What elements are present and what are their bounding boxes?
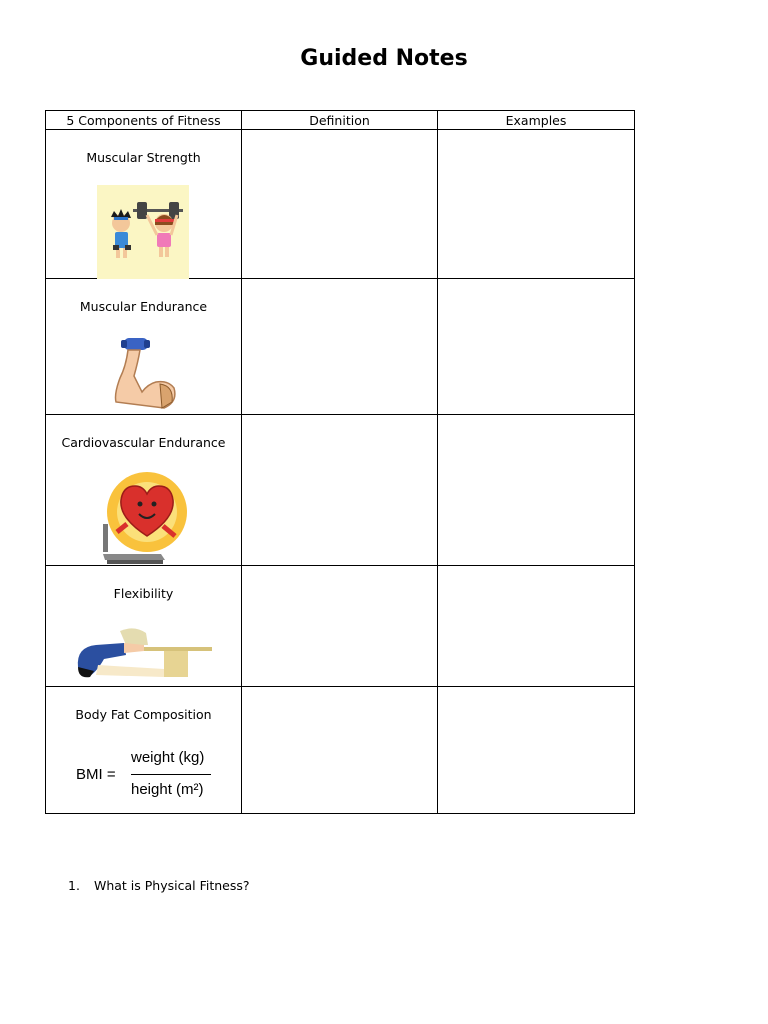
examples-cell[interactable]: [438, 130, 635, 279]
component-name: Muscular Strength: [86, 150, 201, 165]
examples-cell[interactable]: [438, 415, 635, 566]
table-row: [46, 566, 635, 687]
component-cell: [46, 566, 242, 687]
table-header-row: [46, 111, 635, 130]
header-examples: Examples: [438, 111, 635, 130]
weightlifting-kids-icon: [97, 185, 189, 279]
examples-cell[interactable]: [438, 279, 635, 415]
page-title: Guided Notes: [300, 46, 468, 71]
header-definition: Definition: [242, 111, 438, 130]
header-components: 5 Components of Fitness: [46, 111, 242, 130]
table-row: [46, 687, 635, 814]
component-name: Cardiovascular Endurance: [61, 435, 226, 450]
table-row: [46, 130, 635, 279]
bmi-formula: [76, 749, 216, 805]
component-name: Flexibility: [113, 586, 174, 601]
definition-cell[interactable]: [242, 415, 438, 566]
definition-cell[interactable]: [242, 566, 438, 687]
component-name: Body Fat Composition: [75, 707, 212, 722]
heart-treadmill-icon: [101, 470, 191, 566]
definition-cell[interactable]: [242, 279, 438, 415]
bmi-numerator: weight (kg): [131, 749, 205, 766]
component-name: Muscular Endurance: [79, 299, 208, 314]
sit-and-reach-stretch-icon: [74, 625, 214, 687]
bmi-label: BMI =: [76, 766, 116, 783]
question-item: [68, 878, 250, 893]
fitness-notes-table: [45, 110, 635, 814]
component-cell: [46, 415, 242, 566]
component-cell: [46, 279, 242, 415]
question-number: 1.: [68, 878, 80, 893]
component-cell: [46, 687, 242, 814]
component-cell: [46, 130, 242, 279]
bmi-denominator: height (m²): [131, 781, 204, 798]
table-row: [46, 279, 635, 415]
definition-cell[interactable]: [242, 687, 438, 814]
table-row: [46, 415, 635, 566]
flexed-arm-dumbbell-icon: [108, 336, 182, 415]
bmi-fraction-bar: [131, 774, 211, 775]
question-text: What is Physical Fitness?: [93, 878, 250, 893]
examples-cell[interactable]: [438, 566, 635, 687]
examples-cell[interactable]: [438, 687, 635, 814]
definition-cell[interactable]: [242, 130, 438, 279]
